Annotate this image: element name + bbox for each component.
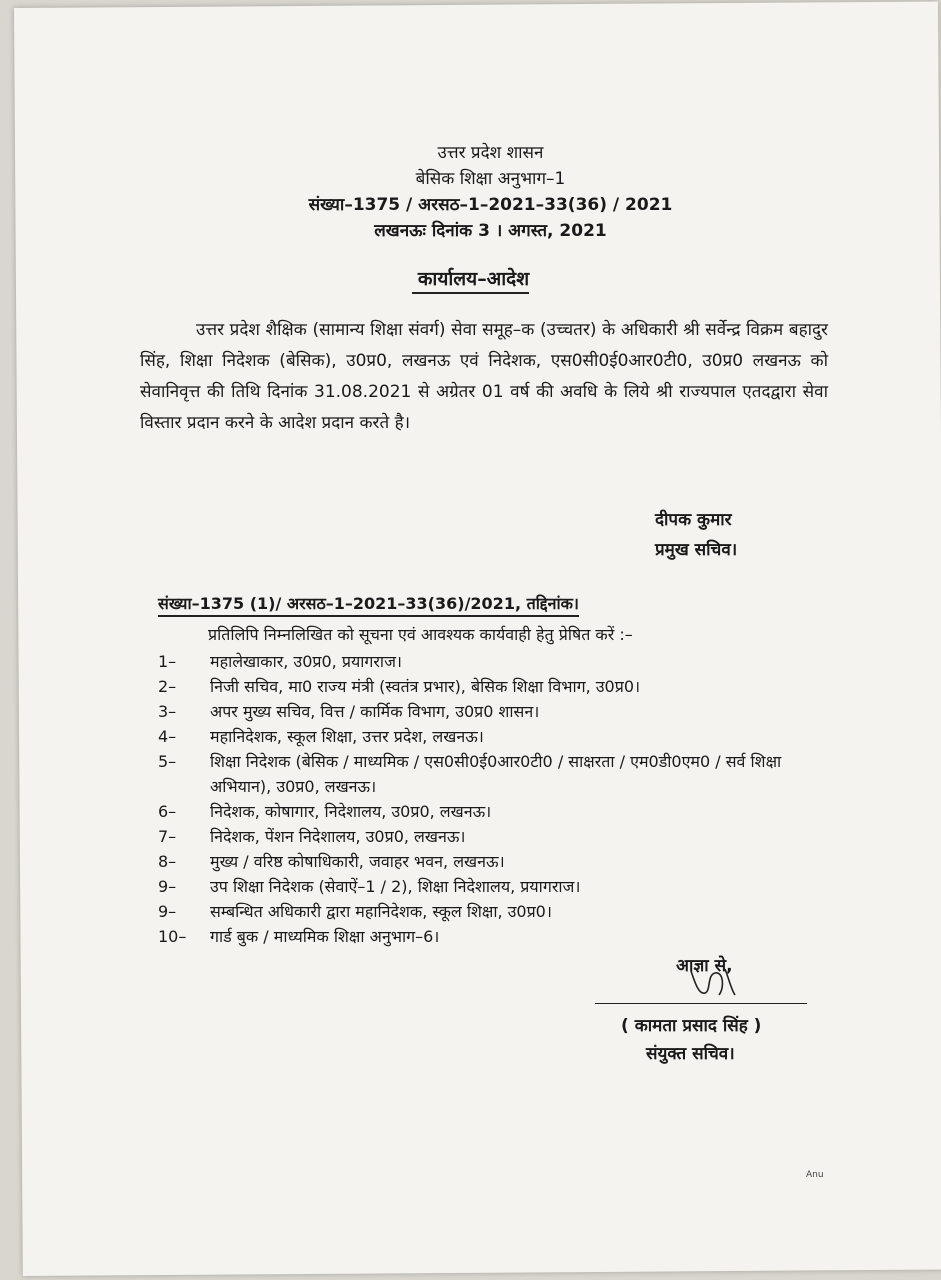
list-item [158, 874, 818, 899]
handwritten-signature [685, 965, 745, 1001]
signatory2-designation: संयुक्त सचिव। [646, 1044, 735, 1064]
list-item [158, 899, 818, 924]
item-number: 9– [158, 877, 177, 896]
order-body-text: उत्तर प्रदेश शैक्षिक (सामान्य शिक्षा संवर्ग) सेवा समूह–क (उच्चतर) के अधिकारी श्री सर्वेन्द्र विक्रम बहादुर सिंह, शिक्षा निदेशक (बेसिक), उ0प्र0, लखनऊ एवं निदेशक, एस0सी0ई0आर0टी0, उ0प्र0 लखनऊ को सेवानिवृत्त की तिथि दिनांक 31.08.2021 से अग्रेतर 01 वर्ष की अवधि के लिये श्री राज्यपाल एतदद्वारा सेवा विस्तार प्रदान करने के आदेश प्रदान करते है। [140, 320, 828, 433]
office-order-title-text: कार्यालय–आदेश [412, 268, 529, 294]
signature-line [595, 1003, 807, 1004]
signatory1-name: दीपक कुमार [655, 510, 732, 530]
signatory-principal-secretary [655, 505, 737, 565]
department-name: बेसिक शिक्षा अनुभाग–1 [415, 169, 566, 189]
signatory1-designation: प्रमुख सचिव। [655, 540, 738, 560]
govt-name: उत्तर प्रदेश शासन [437, 143, 544, 163]
item-text: उप शिक्षा निदेशक (सेवाऐं–1 / 2), शिक्षा निदेशालय, प्रयागराज। [210, 877, 581, 896]
copy-number: संख्या–1375 (1)/ अरसठ–1–2021–33(36)/2021, तद्दिनांक। [158, 592, 579, 617]
document-header [0, 140, 941, 244]
list-item [158, 824, 818, 849]
item-number: 9– [158, 902, 177, 921]
item-number: 3– [158, 702, 177, 721]
item-number: 6– [158, 802, 177, 821]
item-text: महानिदेशक, स्कूल शिक्षा, उत्तर प्रदेश, लखनऊ। [210, 727, 484, 746]
item-text: महालेखाकार, उ0प्र0, प्रयागराज। [210, 652, 402, 671]
item-number: 4– [158, 727, 177, 746]
item-text: अपर मुख्य सचिव, वित्त / कार्मिक विभाग, उ0प्र0 शासन। [210, 702, 540, 721]
item-text: निदेशक, पेंशन निदेशालय, उ0प्र0, लखनऊ। [210, 827, 466, 846]
item-number: 7– [158, 827, 177, 846]
item-text: निदेशक, कोषागार, निदेशालय, उ0प्र0, लखनऊ। [210, 802, 492, 821]
typist-initials: Anu [806, 1170, 824, 1180]
item-text: सम्बन्धित अधिकारी द्वारा महानिदेशक, स्कूल शिक्षा, उ0प्र0। [210, 902, 552, 921]
item-number: 10– [158, 927, 187, 946]
item-number: 2– [158, 677, 177, 696]
list-item [158, 674, 818, 699]
order-number: संख्या–1375 / अरसठ–1–2021–33(36) / 2021 [308, 195, 673, 215]
office-order-title [0, 265, 941, 291]
item-number: 5– [158, 752, 177, 771]
signatory2-name: ( कामता प्रसाद सिंह ) [621, 1016, 762, 1036]
by-order-text: आज्ञा से, [676, 956, 733, 976]
list-item [158, 849, 818, 874]
copy-intro: प्रतिलिपि निम्नलिखित को सूचना एवं आवश्यक कार्यवाही हेतु प्रेषित करें :– [208, 625, 633, 644]
list-item [158, 649, 818, 674]
list-item [158, 799, 818, 824]
list-item [158, 724, 818, 749]
item-text: शिक्षा निदेशक (बेसिक / माध्यमिक / एस0सी0ई0आर0टी0 / साक्षरता / एम0डी0एम0 / सर्व शिक्षा अभियान), उ0प्र0, लखनऊ। [210, 752, 782, 796]
recipient-list [158, 649, 818, 949]
item-number: 8– [158, 852, 177, 871]
list-item [158, 924, 818, 949]
order-date: लखनऊः दिनांक 3 । अगस्त, 2021 [374, 221, 607, 241]
copy-forwarding-block [158, 592, 818, 949]
item-text: गार्ड बुक / माध्यमिक शिक्षा अनुभाग–6। [210, 927, 440, 946]
item-number: 1– [158, 652, 177, 671]
list-item [158, 699, 818, 724]
item-text: मुख्य / वरिष्ठ कोषाधिकारी, जवाहर भवन, लखनऊ। [210, 852, 505, 871]
list-item [158, 749, 818, 799]
item-text: निजी सचिव, मा0 राज्य मंत्री (स्वतंत्र प्रभार), बेसिक शिक्षा विभाग, उ0प्र0। [210, 677, 641, 696]
